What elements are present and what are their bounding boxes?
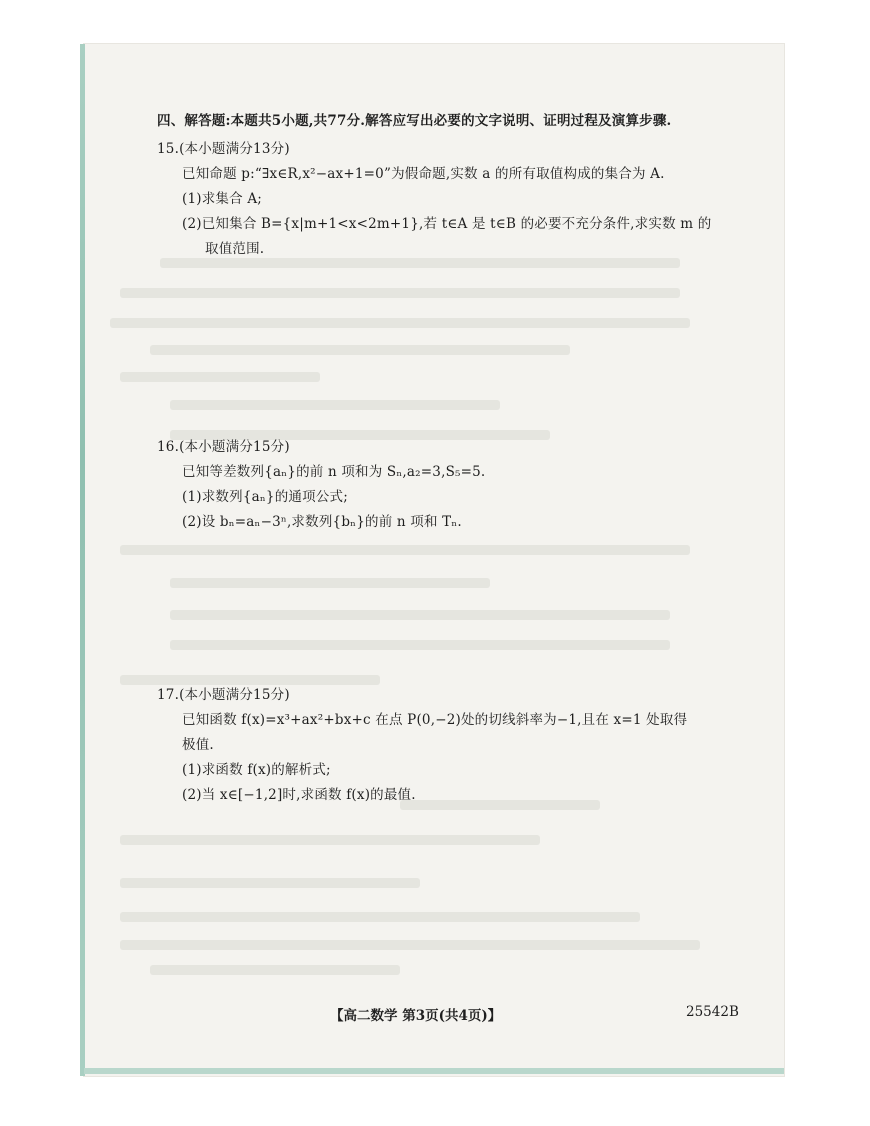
page-edge-left — [80, 44, 85, 1076]
bleed-through-mark — [120, 675, 380, 685]
bleed-through-mark — [120, 835, 540, 845]
q15-stem: 已知命题 p:“∃x∈R,x²−ax+1=0”为假命题,实数 a 的所有取值构成的集合为 A. — [182, 166, 665, 182]
bleed-through-mark — [170, 610, 670, 620]
bleed-through-mark — [120, 288, 680, 298]
q16-stem: 已知等差数列{aₙ}的前 n 项和为 Sₙ,a₂=3,S₅=5. — [182, 464, 486, 480]
q16-header: 16.(本小题满分15分) — [157, 439, 290, 455]
bleed-through-mark — [150, 345, 570, 355]
page-edge-bottom — [84, 1068, 784, 1074]
q15-part1: (1)求集合 A; — [182, 191, 263, 207]
bleed-through-mark — [110, 318, 690, 328]
section-heading: 四、解答题:本题共5小题,共77分.解答应写出必要的文字说明、证明过程及演算步骤. — [157, 113, 672, 129]
q17-part2: (2)当 x∈[−1,2]时,求函数 f(x)的最值. — [182, 787, 416, 803]
bleed-through-mark — [170, 578, 490, 588]
page-footer: 【高二数学 第3页(共4页)】 — [330, 1008, 502, 1024]
exam-code: 25542B — [686, 1004, 739, 1020]
bleed-through-mark — [120, 372, 320, 382]
q17-stem-line1: 已知函数 f(x)=x³+ax²+bx+c 在点 P(0,−2)处的切线斜率为−1,且在 x=1 处取得 — [182, 712, 688, 728]
q16-part1: (1)求数列{aₙ}的通项公式; — [182, 489, 348, 505]
q17-stem-line2: 极值. — [182, 737, 214, 753]
bleed-through-mark — [120, 912, 640, 922]
q17-header: 17.(本小题满分15分) — [157, 687, 290, 703]
q16-part2: (2)设 bₙ=aₙ−3ⁿ,求数列{bₙ}的前 n 项和 Tₙ. — [182, 514, 462, 530]
q15-part2-line1: (2)已知集合 B={x|m+1<x<2m+1},若 t∈A 是 t∈B 的必要不充分条件,求实数 m 的 — [182, 216, 712, 232]
bleed-through-mark — [170, 640, 670, 650]
bleed-through-mark — [170, 400, 500, 410]
q15-header: 15.(本小题满分13分) — [157, 141, 290, 157]
bleed-through-mark — [120, 545, 690, 555]
bleed-through-mark — [150, 965, 400, 975]
bleed-through-mark — [400, 800, 600, 810]
bleed-through-mark — [120, 878, 420, 888]
bleed-through-mark — [160, 258, 680, 268]
q17-part1: (1)求函数 f(x)的解析式; — [182, 762, 331, 778]
q15-part2-line2: 取值范围. — [205, 241, 265, 257]
bleed-through-mark — [120, 940, 700, 950]
